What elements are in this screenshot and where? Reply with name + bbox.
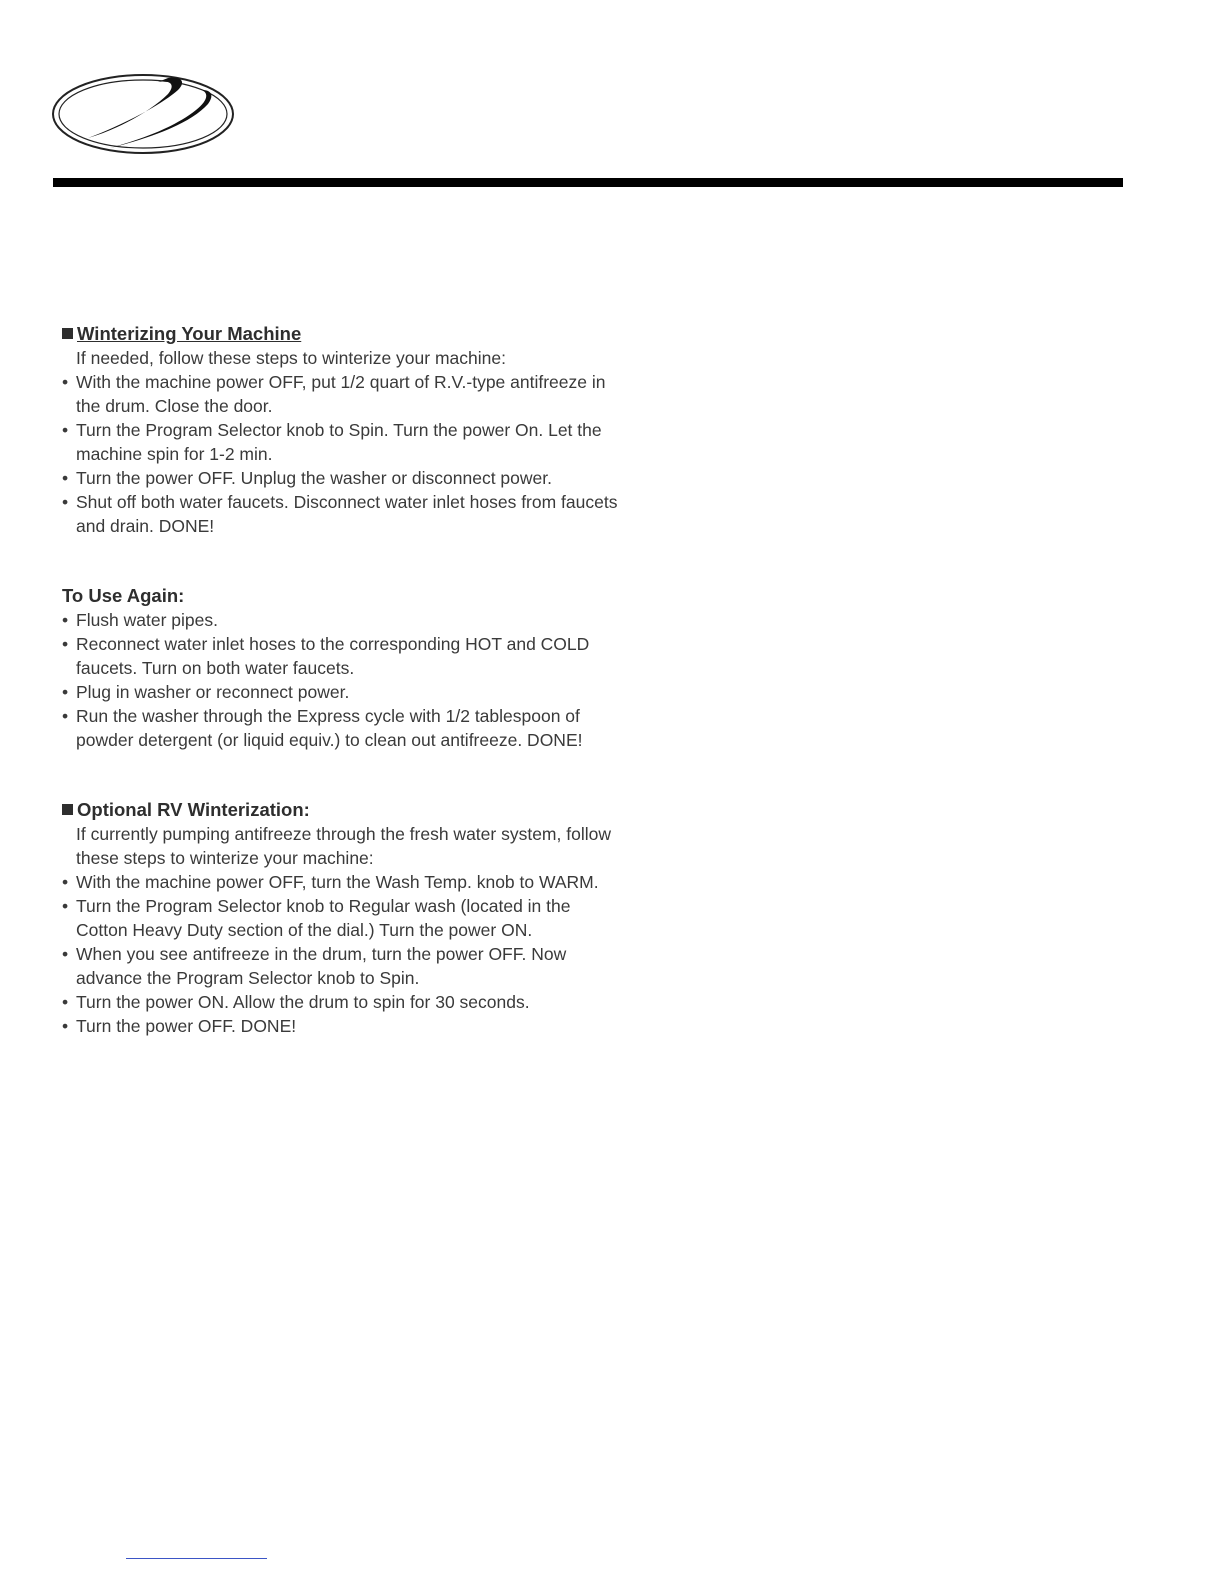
list-item: • Turn the power OFF. DONE! bbox=[62, 1014, 622, 1038]
heading-text: To Use Again: bbox=[62, 585, 185, 606]
list-item: • Plug in washer or reconnect power. bbox=[62, 680, 622, 704]
list-item: • With the machine power OFF, turn the Wash Temp. knob to WARM. bbox=[62, 870, 622, 894]
section-intro: If needed, follow these steps to winterize your machine: bbox=[76, 348, 506, 368]
section-heading bbox=[62, 798, 622, 822]
list-item: • Turn the Program Selector knob to Spin. Turn the power On. Let the machine spin for 1-2 min. bbox=[62, 418, 622, 466]
section-use-again bbox=[62, 584, 622, 752]
list-item: • When you see antifreeze in the drum, turn the power OFF. Now advance the Program Selector knob to Spin. bbox=[62, 942, 622, 990]
document-body bbox=[62, 322, 622, 1038]
list-item: • Turn the power ON. Allow the drum to spin for 30 seconds. bbox=[62, 990, 622, 1014]
step-list bbox=[62, 608, 622, 752]
list-item: • Shut off both water faucets. Disconnect water inlet hoses from faucets and drain. DONE! bbox=[62, 490, 622, 538]
section-heading bbox=[62, 584, 622, 608]
list-item: • Flush water pipes. bbox=[62, 608, 622, 632]
list-item: • Turn the Program Selector knob to Regular wash (located in the Cotton Heavy Duty section of the dial.) Turn the power ON. bbox=[62, 894, 622, 942]
list-item: • Reconnect water inlet hoses to the corresponding HOT and COLD faucets. Turn on both water faucets. bbox=[62, 632, 622, 680]
header-rule bbox=[53, 178, 1123, 187]
list-item: • Turn the power OFF. Unplug the washer or disconnect power. bbox=[62, 466, 622, 490]
section-optional-rv bbox=[62, 798, 622, 1038]
list-item: • With the machine power OFF, put 1/2 quart of R.V.-type antifreeze in the drum. Close the door. bbox=[62, 370, 622, 418]
section-intro: If currently pumping antifreeze through the fresh water system, follow these steps to winterize your machine: bbox=[76, 824, 611, 868]
heading-text: Optional RV Winterization: bbox=[77, 799, 310, 820]
step-list bbox=[62, 370, 622, 538]
square-bullet-icon bbox=[62, 328, 73, 339]
heading-text: Winterizing Your Machine bbox=[77, 323, 302, 344]
step-list bbox=[62, 870, 622, 1038]
brand-swoosh-logo bbox=[50, 68, 240, 160]
section-winterizing bbox=[62, 322, 622, 538]
section-heading bbox=[62, 322, 622, 346]
square-bullet-icon bbox=[62, 804, 73, 815]
list-item: • Run the washer through the Express cycle with 1/2 tablespoon of powder detergent (or liquid equiv.) to clean out antifreeze. DONE! bbox=[62, 704, 622, 752]
footer-link-underline bbox=[126, 1558, 267, 1559]
